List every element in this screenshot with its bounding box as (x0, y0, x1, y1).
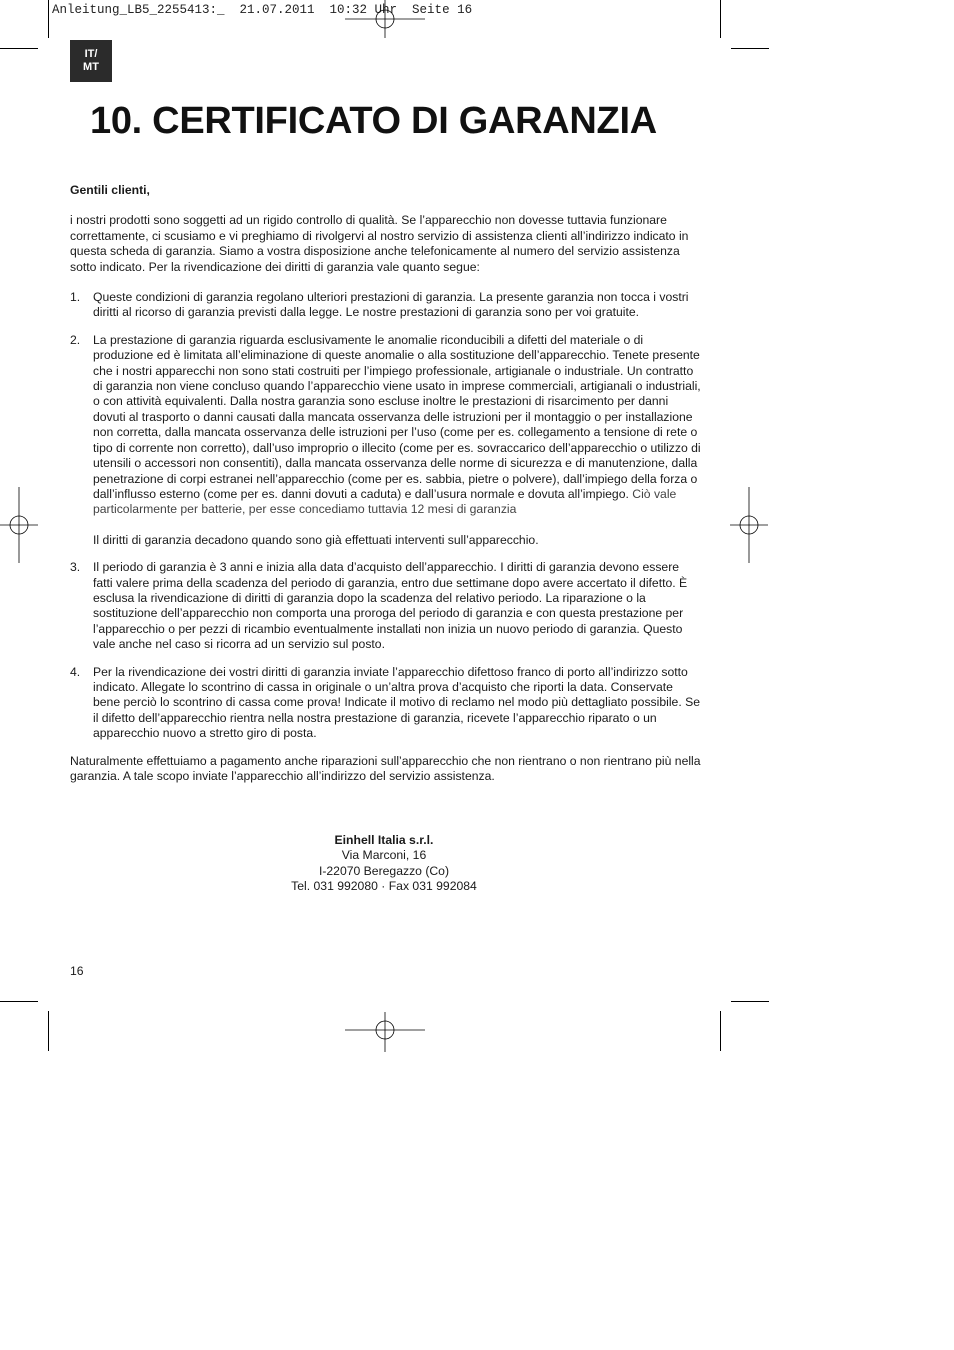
warranty-conditions-list (70, 290, 702, 742)
list-item-number: 2. (70, 332, 81, 347)
page-title: 10. CERTIFICATO DI GARANZIA (90, 100, 657, 142)
registration-mark-icon (345, 1012, 425, 1052)
language-badge-line: IT/ (84, 48, 98, 60)
list-item-extra: Il diritti di garanzia decadono quando sono già effettuati interventi sull’apparecchio. (93, 532, 539, 547)
registration-mark-icon (0, 487, 38, 563)
battery-note: Ciò vale particolarmente per batterie, per esse concediamo tuttavia 12 mesi di garanzia (93, 486, 677, 517)
list-item-text: Queste condizioni di garanzia regolano ulteriori prestazioni di garanzia. La presente garanzia non tocca i vostri diritti al ricorso di garanzia previsti dalla legge. Le nostre prestazioni di garanzia sono per voi gratuite. (93, 290, 689, 320)
crop-mark (720, 1011, 721, 1051)
list-item (70, 290, 702, 321)
list-item-text-main: La prestazione di garanzia riguarda esclusivamente le anomalie riconducibili a difetti del materiale o di produzione ed è limitata all’eliminazione di queste anomalie o alla sostituzione dell’apparecchio. Tenete presente che i nostri apparecchi non sono stati costruiti per l’impiego professionale, artigianale o industriale. Un contratto di garanzia non viene concluso quando l’apparecchio viene usato in imprese commerciali, artigianali o industriali, o con attività equivalenti. Dalla nostra garanzia sono escluse inoltre le prestazioni di risarcimento per danni dovuti al trasporto o danni causati dalla mancata osservanza delle istruzioni per il montaggio o per installazione non corretta, dalla mancata osservanza delle istruzioni per l’uso (come per es. collegamento a tensione di rete o tipo di corrente non corretto), dall’uso improprio o illecito (come per es. sovraccarico dell’apparecchio o utilizzo di utensili o accessori non consentiti), dalla mancata osservanza delle norme di sicurezza e di manutenzione, dalla penetrazione di corpi estranei nell’apparecchio (come per es. sabbia, pietre o polvere), dall’impiego della forza o dall’influsso esterno (come per es. danni dovuti a caduta) e dall’usura normale e dovuta all’impiego. (93, 332, 701, 501)
address-contact: Tel. 031 992080 · Fax 031 992084 (291, 879, 477, 894)
closing-paragraph: Naturalmente effettuiamo a pagamento anche riparazioni sull’apparecchio che non rientrano o non rientrano più nella garanzia. A tale scopo inviate l’apparecchio all’indirizzo del servizio assistenza. (70, 753, 701, 783)
list-item (70, 333, 702, 548)
crop-mark (0, 1001, 38, 1002)
crop-mark (48, 1011, 49, 1051)
warranty-text (70, 183, 702, 784)
crop-mark (48, 0, 49, 38)
list-item (70, 560, 702, 652)
list-item-text: Per la rivendicazione dei vostri diritti di garanzia inviate l’apparecchio difettoso franco di porto all’indirizzo sotto indicato. Allegate lo scontrino di cassa in originale o un’altra prova d’acquisto che riporti la data. Conservate bene perciò lo scontrino di cassa come prova! Indicate il motivo di reclamo nel modo più dettagliato possibile. Se il difetto dell’apparecchio rientra nella nostra prestazione di garanzia, ricevete l’apparecchio riparato o un apparecchio nuovo a stretto giro di posta. (93, 664, 700, 741)
page-number: 16 (70, 964, 84, 978)
crop-mark (731, 48, 769, 49)
print-header: Anleitung_LB5_2255413:_ 21.07.2011 10:32 Uhr Seite 16 (52, 3, 473, 17)
list-item-number: 4. (70, 664, 81, 679)
language-badge (70, 40, 112, 82)
list-item-text (93, 333, 702, 518)
address-city: I-22070 Beregazzo (Co) (318, 863, 450, 878)
list-item-number: 1. (70, 290, 81, 305)
crop-mark (720, 0, 721, 38)
intro-paragraph: i nostri prodotti sono soggetti ad un rigido controllo di qualità. Se l’apparecchio non dovesse tuttavia funzionare correttamente, ci scusiamo e vi preghiamo di rivolgervi al nostro servizio di assistenza clienti all’indirizzo indicato in questa scheda di garanzia. Siamo a vostra disposizione anche telefonicamente al numero del servizio assistenza sotto indicato. Per la rivendicazione dei diritti di garanzia vale quanto segue: (70, 213, 689, 274)
list-item-number: 3. (70, 560, 81, 575)
address-street: Via Marconi, 16 (341, 848, 427, 863)
registration-mark-icon (345, 0, 425, 38)
service-address (234, 833, 534, 895)
list-item (70, 665, 702, 742)
crop-mark (0, 48, 38, 49)
language-badge-line: MT (83, 61, 99, 73)
list-item-text: Il periodo di garanzia è 3 anni e inizia alla data d’acquisto dell’apparecchio. I diritti di garanzia devono essere fatti valere prima della scadenza del periodo di garanzia, entro due settimane dopo avere accertato il difetto. È esclusa la rivendicazione di diritti di garanzia dopo la scadenza del relativo periodo. La riparazione o la sostituzione dell’apparecchio non comporta una proroga del periodo di garanzia e con questa prestazione per l’apparecchio o per pezzi di ricambio eventualmente installati non inizia un nuovo periodo di garanzia. Questo vale anche nel caso si ricorra ad un servizio sul posto. (93, 560, 688, 652)
greeting: Gentili clienti, (70, 183, 150, 197)
registration-mark-icon (730, 487, 768, 563)
crop-mark (731, 1001, 769, 1002)
company-name: Einhell Italia s.r.l. (334, 833, 434, 847)
